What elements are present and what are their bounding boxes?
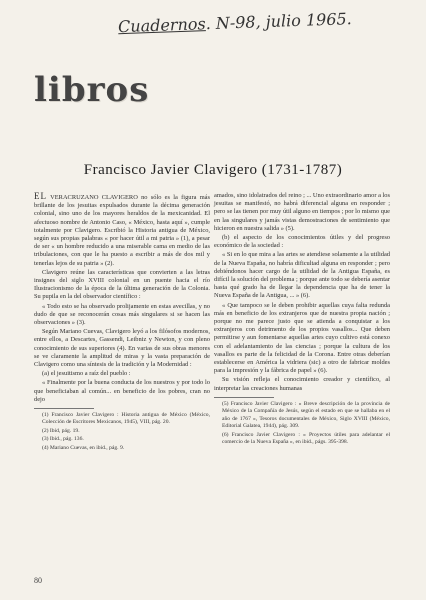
paragraph: Según Mariano Cuevas, Clavigero leyó a los filósofos modernos, entre ellos, a Descartes, Gassendi, Leibniz y Newton, y con pleno conocimiento de sus superiores (4). En varias de sus obras menores se ve claramente la amplitud de miras y la vasta preparación de Clavigero como una síntesis de la tradición y la Modernidad :: [34, 328, 210, 369]
footnote: (1) Francisco Javier Clavigero : Historia antigua de México (México, Colección de Escritores Mexicanos, 1945), VIII, pág. 20.: [42, 412, 210, 426]
footnotes-right: [214, 397, 390, 446]
right-column: [214, 192, 390, 447]
paragraph: amados, sino idolatrados del reino ; ... Uno extraordinario amor a los jesuitas se manifestó, no habrá diferencial alguna en responder ; pero se las tienen por muy útil alguno en tiempos ; por lo mismo que en las singulares y jamás vistas demostraciones de sentimiento que hicieron en nuestra salida » (5).: [214, 192, 390, 232]
footnote: (5) Francisco Javier Clavigero : « Breve descripción de la provincia de México de la Compañía de Jesús, según el estado en que se hallaba en el año de 1767 », Tesoros documentales de México, Siglo XVIII (México, Editorial Galatea, 1944), pág. 309.: [222, 400, 390, 430]
drop-cap: EL: [34, 191, 47, 201]
paragraph: « Si en lo que mira a las artes se atendiese solamente a la utilidad de la Nueva España, no habría dificultad alguna en responder ; pero debiéndonos hacer cargo de la utilidad de la Antigua España, es difícil la solución del problema ; porque ante todo se debería asentar hasta qué grado ha de llegar la dependencia que ha de tener la Nueva España de la Antigua, ... » (6).: [214, 251, 390, 300]
paragraph: Su visión refleja el conocimiento creador y científico, al interpretar las creaciones humanas: [214, 376, 390, 392]
footnote-rule: [34, 408, 94, 409]
paragraph-text: VERACRUZANO CLAVIGERO no sólo es la figura más brillante de los jesuitas expulsados durante la décima generación colonial, sino uno de los mayores heraldos de la mexicanidad. El afectuoso nombre de Antonio Caso, « México, hasta aquí », cumple totalmente por Clavigero. Escribió la Historia antigua de México, según sus propias palabras « por hacer útil a mi patria » (1), a pesar de ser « un hombre reducido a una miserable cama en medio de las tribulaciones, con que le ha puesto a escribir a más de dos mil y tenerlas lejos de su patria » (2).: [34, 194, 210, 267]
paragraph: (a) el jesuitismo a raíz del pueblo :: [42, 370, 131, 378]
section-title: libros: [34, 70, 150, 110]
handwritten-issue-date: . N-98, julio 1965.: [205, 9, 353, 34]
paragraph: [34, 192, 210, 268]
page-number: 80: [34, 576, 42, 585]
paragraph: Clavigero reúne las características que convierten a las letras insignes del siglo XVIII colonial en un puente hacia el río Ilustracionismo de la época de la última generación de la Colonia. Su pupila en la del observador científico :: [34, 268, 210, 301]
footnotes-left: [34, 408, 210, 452]
paragraph: « Que tampoco se le deben prohibir aquellas cuya falta redunda más en beneficio de los extranjeros que de nuestra propia nación ; porque no me parece justo que se atienda a conquistar a los extranjeros con detrimento de los propios vasallos... Que deben permitirse y aun fomentarse aquellas artes cuyo cultivo está conexo con el adelantamiento de las ciencias ; porque la cultura de los vasallos es parte de la felicidad de la Corona. Entre otras deberían establecerse en América la vidriera (sic) a otro de fabricar moldes para la impresión y la fábrica de papel » (6).: [214, 301, 390, 375]
paragraph: « Finalmente por la buena conducta de los nuestros y por todo lo que beneficiaban al común... en beneficio de los pobres, cran no dejo: [34, 379, 210, 403]
article-title: Francisco Javier Clavigero (1731-1787): [83, 162, 343, 178]
footnote: (3) Ibid., pág. 136.: [42, 436, 84, 443]
handwritten-journal-name: Cuadernos: [117, 14, 206, 37]
footnote: (2) Ibid, pág. 19.: [42, 427, 80, 434]
footnote: (6) Francisco Javier Clavigero : « Proyectos útiles para adelantar el comercio de la Nueva España », en ibid., págs. 395-398.: [222, 431, 390, 445]
footnote: (4) Mariano Cuevas, en ibid., pág. 9.: [42, 444, 125, 451]
paragraph: « Todo esto se ha observado prolijamente en estas avecillas, y no dudo de que se reconocerán cosas más singulares si se hacen las observaciones » (3).: [34, 302, 210, 327]
handwritten-annotation: [118, 7, 418, 36]
paragraph: (b) el aspecto de los conocimientos útiles y del progreso económico de la sociedad :: [214, 234, 390, 250]
left-column: [34, 192, 210, 453]
footnote-rule: [214, 397, 274, 398]
